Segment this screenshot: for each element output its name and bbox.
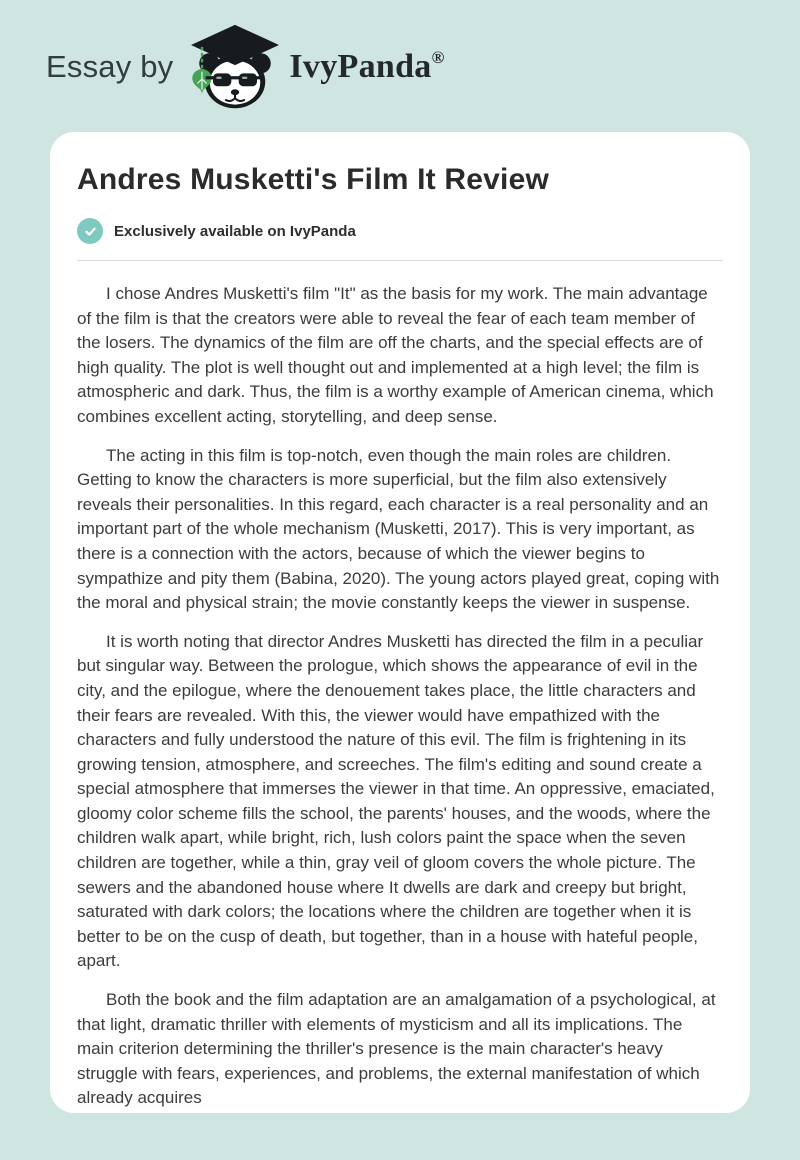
registered-mark: ® — [431, 48, 445, 67]
divider — [77, 260, 723, 261]
brand-name — [289, 48, 444, 86]
header-prefix: Essay by — [46, 49, 174, 84]
essay-paragraph-2: The acting in this film is top-notch, even though the main roles are children. Getting to know the characters is more superficial, but the film also extensively reveals their personalities. In this regard, each character is a real personality and an important part of the whole mechanism (Musketti, 2017). This is very important, as there is a connection with the actors, because of which the viewer begins to sympathize and pity them (Babina, 2020). The young actors played great, coping with the moral and physical strain; the movie constantly keeps the viewer in suspense. — [77, 445, 720, 613]
availability-label: Exclusively available on IvyPanda — [114, 222, 356, 240]
brand-text: IvyPanda — [289, 48, 432, 85]
panda-graduate-icon — [187, 23, 283, 111]
availability-badge — [77, 218, 723, 244]
site-header — [0, 0, 800, 112]
essay-card — [50, 132, 750, 1113]
page-title: Andres Musketti's Film It Review — [77, 163, 549, 196]
check-icon — [77, 218, 103, 244]
essay-paragraph-3: It is worth noting that director Andres Musketti has directed the film in a peculiar but singular way. Between the prologue, which shows the appearance of evil in the city, and the epilogue, where the denouement takes place, the little characters and their fears are revealed. With this, the viewer would have empathized with the characters and fully understood the nature of this evil. The film is frightening in its growing tension, atmosphere, and screeches. The film's editing and sound create a special atmosphere that immerses the viewer in that time. An oppressive, emaciated, gloomy color scheme fills the school, the parents' houses, and the woods, where the children walk apart, while bright, rich, lush colors paint the space when the seven children are together, while a thin, gray veil of gloom covers the whole picture. The sewers and the abandoned house where It dwells are dark and creepy but bright, saturated with dark colors; the locations where the children are together when it is better to be on the cusp of death, but together, than in a house with hateful people, apart. — [77, 631, 715, 971]
essay-paragraph-1: I chose Andres Musketti's film "It" as the basis for my work. The main advantage of the film is that the creators were able to reveal the fear of each team member of the losers. The dynamics of the film are off the charts, and the special effects are of high quality. The plot is well thought out and implemented at a high level; the film is atmospheric and dark. Thus, the film is a worthy example of American cinema, which combines excellent acting, storytelling, and deep sense. — [77, 284, 714, 426]
essay-paragraph-4: Both the book and the film adaptation are an amalgamation of a psychological, at that light, dramatic thriller with elements of mysticism and all its implications. The main criterion determining the thriller's presence is the main character's heavy struggle with fears, experiences, and problems, the external manifestation of which already acquires — [77, 990, 716, 1108]
